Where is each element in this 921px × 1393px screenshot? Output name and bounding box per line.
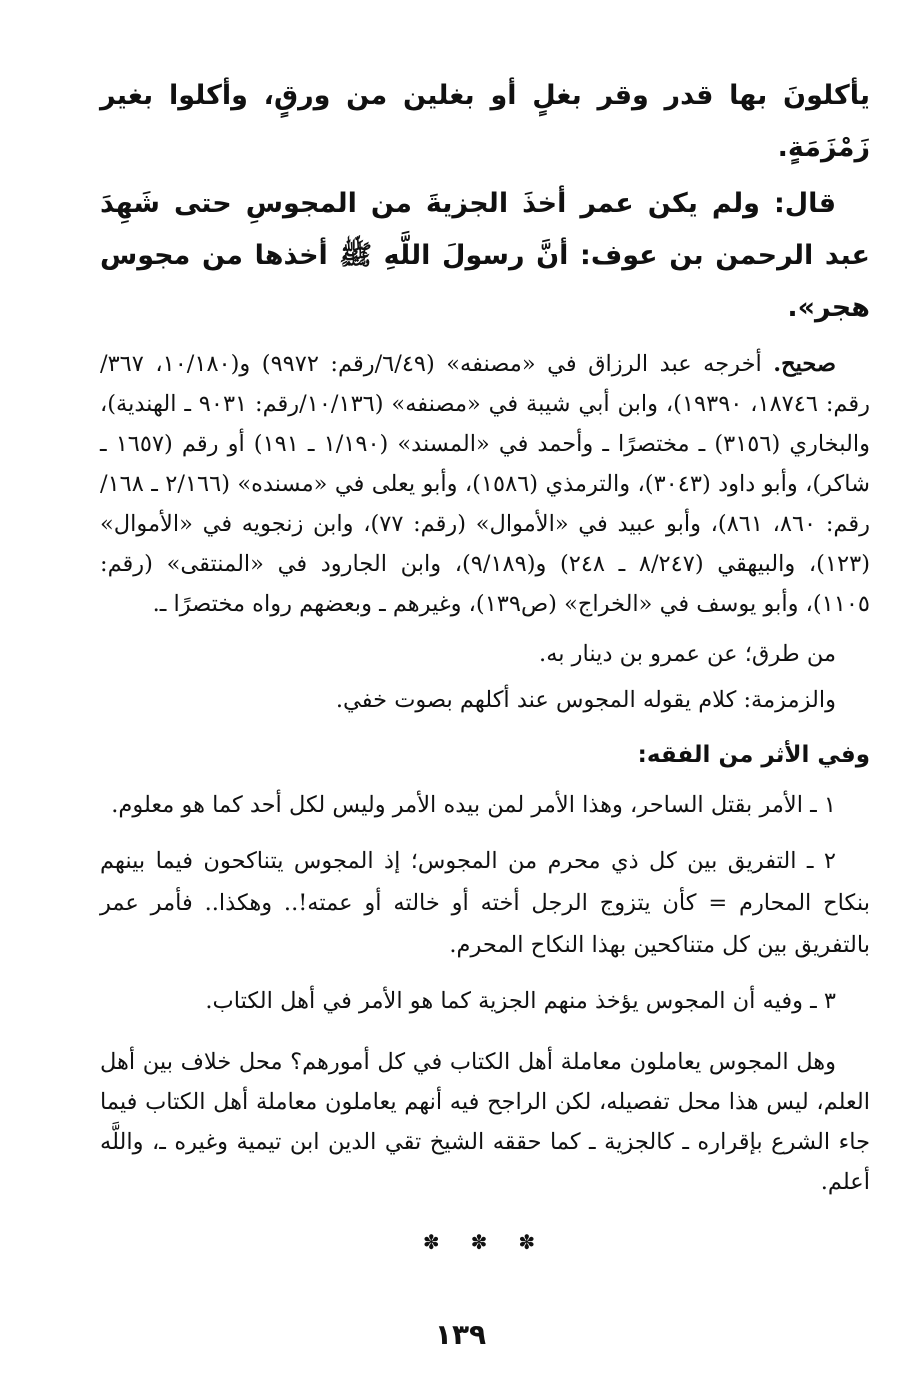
book-page (100, 70, 870, 1254)
closing-paragraph: وهل المجوس يعاملون معاملة أهل الكتاب في كل أمورهم؟ محل خلاف بين أهل العلم، ليس هذا محل تفصيله، لكن الراجح فيه أنهم يعاملون معاملة أهل الكتاب فيما جاء الشرع بإقراره ـ كالجزية ـ كما حققه الشيخ تقي الدين ابن تيمية وغيره ـ، واللَّه أعلم. (100, 1049, 870, 1195)
section-separator: ✽ ✽ ✽ (422, 1230, 548, 1254)
takhrij-text: أخرجه عبد الرزاق في «مصنفه» (٦/٤٩/رقم: ٩٩٧٢) و(١٠/١٨٠، ٣٦٧/رقم: ١٨٧٤٦، ١٩٣٩٠)، وابن أبي شيبة في «مصنفه» (١٠/١٣٦/رقم: ٩٠٣١ ـ الهندية)، والبخاري (٣١٥٦) ـ مختصرًا ـ وأحمد في «المسند» (١/١٩٠ ـ ١٩١) أو رقم (١٦٥٧ ـ شاكر)، وأبو داود (٣٠٤٣)، والترمذي (١٥٨٦)، وأبو يعلى في «مسنده» (٢/١٦٦ ـ ١٦٨/رقم: ٨٦٠، ٨٦١)، وأبو عبيد في «الأموال» (رقم: ٧٧)، وابن زنجويه في «الأموال» (١٢٣)، والبيهقي (٨/٢٤٧ ـ ٢٤٨) و(٩/١٨٩)، وابن الجارود في «المنتقى» (رقم: ١١٠٥)، وأبو يوسف في «الخراج» (ص١٣٩)، وغيرهم ـ وبعضهم رواه مختصرًا ـ. (100, 351, 871, 617)
hadith-grade: صحيح. (773, 351, 837, 377)
takhrij-paragraph (100, 344, 870, 624)
fiqh-point-3: ٣ ـ وفيه أن المجوس يؤخذ منهم الجزية كما هو الأمر في أهل الكتاب. (205, 988, 836, 1014)
hadith-continuation-line: يأكلونَ بها قدر وقر بغلٍ أو بغلين من ورقٍ، وأكلوا بغير زَمْزَمَةٍ. (100, 80, 870, 163)
fiqh-point-1: ١ ـ الأمر بقتل الساحر، وهذا الأمر لمن بيده الأمر وليس لكل أحد كما هو معلوم. (111, 792, 836, 818)
fiqh-heading: وفي الأثر من الفقه: (637, 742, 870, 768)
fiqh-point-2: ٢ ـ التفريق بين كل ذي محرم من المجوس؛ إذ المجوس يتناكحون فيما بينهم بنكاح المحارم = كأن يتزوج الرجل أخته أو خالته أو عمته!.. وهكذا.. فأمر عمر بالتفريق بين كل متناكحين بهذا النكاح المحرم. (100, 848, 870, 958)
hadith-statement: قال: ولم يكن عمر أخذَ الجزيةَ من المجوسِ حتى شَهِدَ عبد الرحمن بن عوف: أنَّ رسولَ اللَّهِ ﷺ أخذها من مجوس هجر». (100, 188, 870, 323)
chain-note: من طرق؛ عن عمرو بن دينار به. (539, 641, 836, 667)
page-number: ١٣٩ (434, 1318, 487, 1351)
definition-note: والزمزمة: كلام يقوله المجوس عند أكلهم بصوت خفي. (335, 687, 836, 713)
